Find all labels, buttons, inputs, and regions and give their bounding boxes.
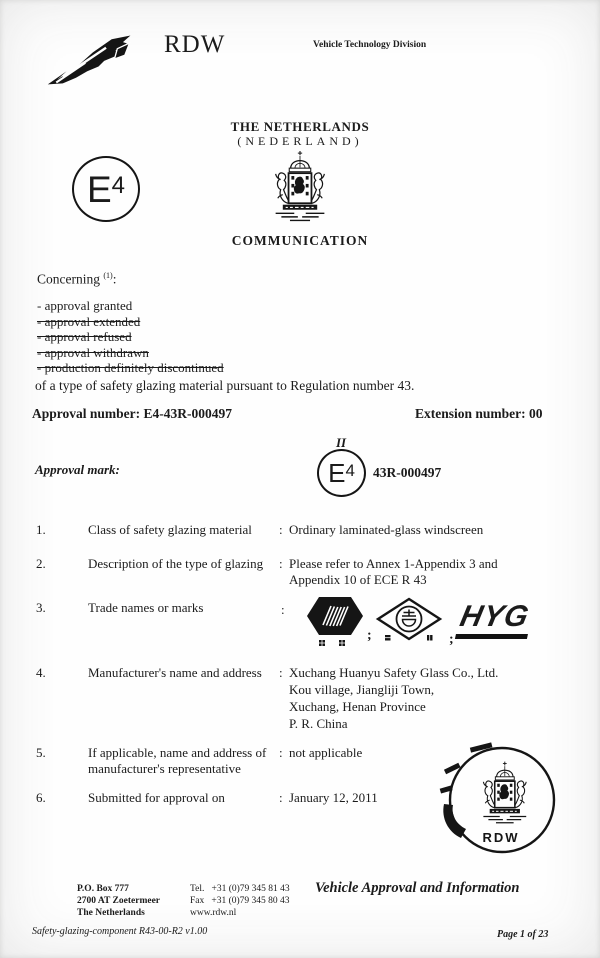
concerning-option-struck: - approval extended [37, 314, 141, 329]
concerning-option: - approval granted [37, 298, 133, 313]
country-title: THE NETHERLANDS [230, 119, 370, 134]
extension-number-line: Extension number: 00 [415, 406, 543, 421]
item-label: If applicable, name and address of [88, 745, 267, 760]
approval-mark-e4-circle: E 4 [317, 449, 366, 497]
trademark-separator: ; [449, 632, 454, 647]
item-value: Appendix 10 of ECE R 43 [289, 572, 427, 587]
item-value: Please refer to Annex 1-Appendix 3 and [289, 556, 498, 571]
concerning-option-struck: - approval withdrawn [37, 345, 149, 360]
stamp-text: RDW [482, 830, 520, 845]
footer-tel: Tel. +31 (0)79 345 81 43 [190, 884, 290, 894]
item-value: Xuchang, Henan Province [289, 699, 426, 714]
item-value: P. R. China [289, 716, 348, 731]
item-value: January 12, 2011 [289, 790, 378, 805]
header-logo-text: RDW [164, 31, 226, 58]
footer-address-line: 2700 AT Zoetermeer [77, 896, 161, 906]
item-label: Description of the type of glazing [88, 556, 264, 571]
item-label: Class of safety glazing material [88, 522, 252, 537]
approval-mark-code: 43R-000497 [373, 465, 442, 480]
rdw-round-stamp [440, 742, 566, 868]
item-colon: : [279, 745, 283, 760]
item-colon: : [279, 522, 283, 537]
concerning-label: Concerning $^{(1)}$: [37, 271, 117, 287]
item-value: not applicable [289, 745, 363, 760]
footer-website: www.rdw.nl [190, 908, 237, 918]
item-number: 6. [36, 790, 46, 805]
approval-number-line: Approval number: E4-43R-000497 [32, 406, 233, 421]
extension-number-value: 00 [529, 406, 543, 421]
item-label: Manufacturer's name and address [88, 665, 262, 680]
rdw-bird-logo-icon [44, 28, 138, 90]
approval-mark-roman-numeral: II [336, 435, 347, 450]
item-number: 4. [36, 665, 46, 680]
e-mark-letter: E [86, 168, 112, 210]
footer-address-line: The Netherlands [77, 908, 145, 918]
trademark-hexagon-icon [306, 596, 364, 648]
concerning-closing-line: of a type of safety glazing material pursuant to Regulation number 43. [35, 378, 415, 393]
item-number: 3. [36, 600, 46, 615]
approval-number-value: E4-43R-000497 [143, 406, 233, 421]
trademark-diamond-icon [376, 597, 442, 647]
trademark-separator: ; [367, 628, 372, 643]
item-colon: : [281, 602, 285, 617]
communication-title: COMMUNICATION [231, 233, 369, 248]
document-reference: Safety-glazing-component R43-00-R2 v1.00 [32, 926, 208, 937]
item-colon: : [279, 665, 283, 680]
item-value: Xuchang Huanyu Safety Glass Co., Ltd. [289, 665, 499, 680]
item-label: Submitted for approval on [88, 790, 225, 805]
item-number: 1. [36, 522, 46, 537]
netherlands-coat-of-arms-icon [257, 150, 343, 225]
item-colon: : [279, 556, 283, 571]
footnote-ref: (1) [103, 271, 113, 280]
e4-type-approval-mark [72, 156, 140, 222]
item-number: 2. [36, 556, 46, 571]
item-value: Kou village, Jiangliji Town, [289, 682, 435, 697]
item-label: Trade names or marks [88, 600, 204, 615]
item-colon: : [279, 790, 283, 805]
concerning-option-struck: - production definitely discontinued [37, 360, 224, 375]
item-number: 5. [36, 745, 46, 760]
item-value: Ordinary laminated-glass windscreen [289, 522, 484, 537]
e-mark-digit: 4 [111, 172, 126, 199]
approval-mark-label: Approval mark: [35, 462, 120, 477]
concerning-option-struck: - approval refused [37, 329, 132, 344]
page-number: Page 1 of 23 [497, 929, 549, 940]
header-division-label: Vehicle Technology Division [313, 40, 427, 50]
item-label: manufacturer's representative [88, 761, 241, 776]
footer-address-line: P.O. Box 777 [77, 884, 129, 894]
footer-tagline: Vehicle Approval and Information [315, 880, 520, 896]
footer-fax: Fax +31 (0)79 345 80 43 [190, 896, 290, 906]
country-subtitle: (NEDERLAND) [237, 134, 363, 148]
trademark-hyg-logo: HYG [455, 601, 535, 639]
